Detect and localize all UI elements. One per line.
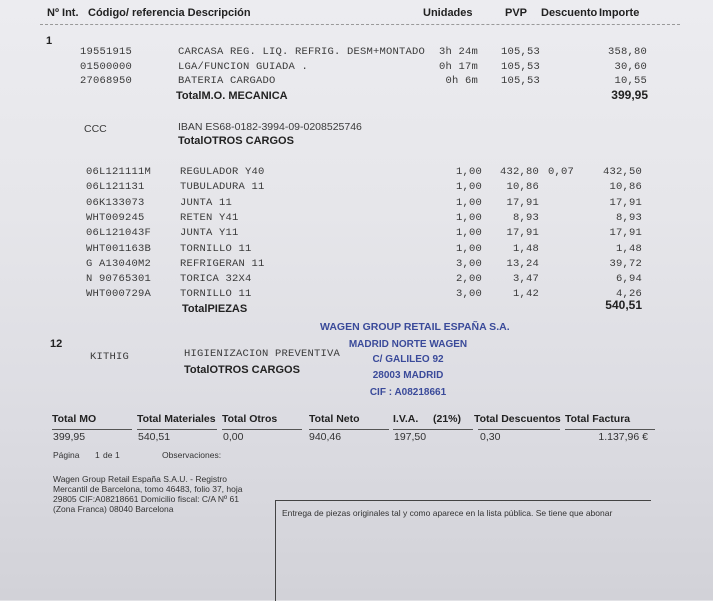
labor-total-label: TotalM.O. MECANICA [176, 90, 288, 102]
part-description: TORNILLO 11 [180, 243, 252, 255]
labor-code: 01500000 [80, 61, 133, 73]
part-units: 1,00 [455, 227, 482, 239]
total-underline [52, 429, 132, 430]
ccc-label: CCC [84, 123, 107, 135]
registry-line: Mercantil de Barcelona, tomo 46483, folio 37, hoja [53, 484, 243, 494]
header-code: Código/ referencia Descripción [88, 7, 251, 19]
part-pvp: 8,93 [512, 212, 539, 224]
total-materials-value: 540,51 [138, 431, 171, 443]
labor-description: LGA/FUNCION GUIADA . [178, 61, 309, 73]
labor-amount: 10,55 [614, 75, 647, 87]
header-pvp: PVP [505, 7, 528, 19]
header-units: Unidades [423, 7, 473, 19]
section-number: 1 [46, 35, 53, 47]
labor-description: BATERIA CARGADO [178, 75, 276, 87]
part-code: 06L121043F [86, 227, 152, 239]
part-pvp: 10,86 [506, 181, 539, 193]
part-code: G A13040M2 [86, 258, 152, 270]
section12-code: KITHIG [90, 351, 130, 363]
parts-total-label: TotalPIEZAS [182, 303, 248, 315]
part-amount: 17,91 [609, 227, 642, 239]
part-code: 06K133073 [86, 197, 145, 209]
part-amount: 6,94 [615, 273, 642, 285]
labor-pvp: 105,53 [500, 61, 540, 73]
part-pvp: 13,24 [506, 258, 539, 270]
part-amount: 8,93 [615, 212, 642, 224]
part-code: 06L121131 [86, 181, 145, 193]
vat-rate: (21%) [433, 413, 462, 425]
header-num-int: Nº Int. [47, 7, 79, 19]
page-of: de [103, 450, 113, 460]
labor-code: 27068950 [80, 75, 133, 87]
part-code: WHT001163B [86, 243, 152, 255]
part-units: 2,00 [455, 273, 482, 285]
part-code: WHT000729A [86, 288, 152, 300]
part-amount: 432,50 [602, 166, 642, 178]
labor-total-value: 399,95 [611, 88, 648, 102]
total-underline [309, 429, 389, 430]
part-description: TORNILLO 11 [180, 288, 252, 300]
labor-time: 0h 6m [445, 75, 478, 87]
vat-value: 197,50 [394, 431, 427, 443]
total-underline [393, 429, 473, 430]
header-discount: Descuento [541, 7, 598, 19]
part-pvp: 17,91 [506, 227, 539, 239]
part-units: 1,00 [455, 166, 482, 178]
part-pvp: 1,42 [512, 288, 539, 300]
labor-time: 3h 24m [438, 46, 478, 58]
part-units: 3,00 [455, 258, 482, 270]
stamp-cif: CIF : A08218661 [369, 387, 447, 398]
total-other-value: 0,00 [223, 431, 244, 443]
stamp-city: 28003 MADRID [372, 370, 444, 381]
total-mo-value: 399,95 [53, 431, 86, 443]
page-label: Página [53, 450, 80, 460]
labor-amount: 30,60 [614, 61, 647, 73]
total-underline [478, 429, 560, 430]
stamp-company: WAGEN GROUP RETAIL ESPAÑA S.A. [320, 321, 510, 333]
total-underline [222, 429, 302, 430]
header-divider [40, 24, 680, 25]
part-pvp: 432,80 [499, 166, 539, 178]
part-description: REFRIGERAN 11 [180, 258, 265, 270]
part-units: 1,00 [455, 243, 482, 255]
part-description: TUBULADURA 11 [180, 181, 265, 193]
part-code: 06L121111M [86, 166, 152, 178]
section-number-12: 12 [50, 338, 63, 350]
part-amount: 10,86 [609, 181, 642, 193]
total-materials-label: Total Materiales [137, 413, 216, 425]
part-amount: 17,91 [609, 197, 642, 209]
part-pvp: 17,91 [506, 197, 539, 209]
notice-text: Entrega de piezas originales tal y como aparece en la lista pública. Se tiene que abonar [282, 508, 613, 518]
total-net-value: 940,46 [309, 431, 342, 443]
part-code: N 90765301 [86, 273, 152, 285]
part-description: JUNTA Y11 [180, 227, 239, 239]
part-amount: 39,72 [609, 258, 642, 270]
stamp-dealer: MADRID NORTE WAGEN [348, 339, 468, 350]
part-amount: 4,26 [615, 288, 642, 300]
total-underline [565, 429, 655, 430]
section12-description: HIGIENIZACION PREVENTIVA [184, 348, 341, 360]
total-mo-label: Total MO [52, 413, 97, 425]
labor-description: CARCASA REG. LIQ. REFRIG. DESM+MONTADO [178, 46, 426, 58]
labor-pvp: 105,53 [500, 75, 540, 87]
part-description: TORICA 32X4 [180, 273, 252, 285]
total-other-label: Total Otros [222, 413, 278, 425]
total-invoice-label: Total Factura [565, 413, 631, 425]
observations-label: Observaciones: [162, 450, 222, 460]
company-registry [53, 474, 242, 514]
page-total: 1 [115, 450, 120, 460]
part-units: 3,00 [455, 288, 482, 300]
part-pvp: 1,48 [512, 243, 539, 255]
vat-label: I.V.A. [393, 413, 419, 425]
header-amount: Importe [599, 7, 640, 19]
part-description: REGULADOR Y40 [180, 166, 265, 178]
parts-total-value: 540,51 [605, 298, 642, 312]
other-charges-label: TotalOTROS CARGOS [178, 135, 294, 147]
part-units: 1,00 [455, 197, 482, 209]
part-units: 1,00 [455, 212, 482, 224]
part-pvp: 3,47 [512, 273, 539, 285]
total-discounts-value: 0,30 [480, 431, 501, 443]
part-units: 1,00 [455, 181, 482, 193]
total-net-label: Total Neto [309, 413, 360, 425]
part-amount: 1,48 [615, 243, 642, 255]
part-description: JUNTA 11 [180, 197, 233, 209]
labor-pvp: 105,53 [500, 46, 540, 58]
part-code: WHT009245 [86, 212, 145, 224]
page-current: 1 [95, 450, 100, 460]
part-discount: 0,07 [548, 166, 575, 178]
total-invoice-value: 1.137,96 € [598, 431, 648, 443]
section12-total-label: TotalOTROS CARGOS [184, 364, 300, 376]
labor-time: 0h 17m [438, 61, 478, 73]
registry-line: Wagen Group Retail España S.A.U. - Registro [53, 474, 228, 484]
total-underline [137, 429, 217, 430]
registry-line: 29805 CIF:A08218661 Domicilio fiscal: C/A Nº 61 [53, 494, 239, 504]
stamp-street: C/ GALILEO 92 [372, 354, 444, 365]
registry-line: (Zona Franca) 08040 Barcelona [53, 504, 174, 514]
labor-amount: 358,80 [607, 46, 647, 58]
total-discounts-label: Total Descuentos [474, 413, 561, 425]
iban-text: IBAN ES68-0182-3994-09-0208525746 [178, 121, 362, 133]
part-description: RETEN Y41 [180, 212, 239, 224]
labor-code: 19551915 [80, 46, 133, 58]
